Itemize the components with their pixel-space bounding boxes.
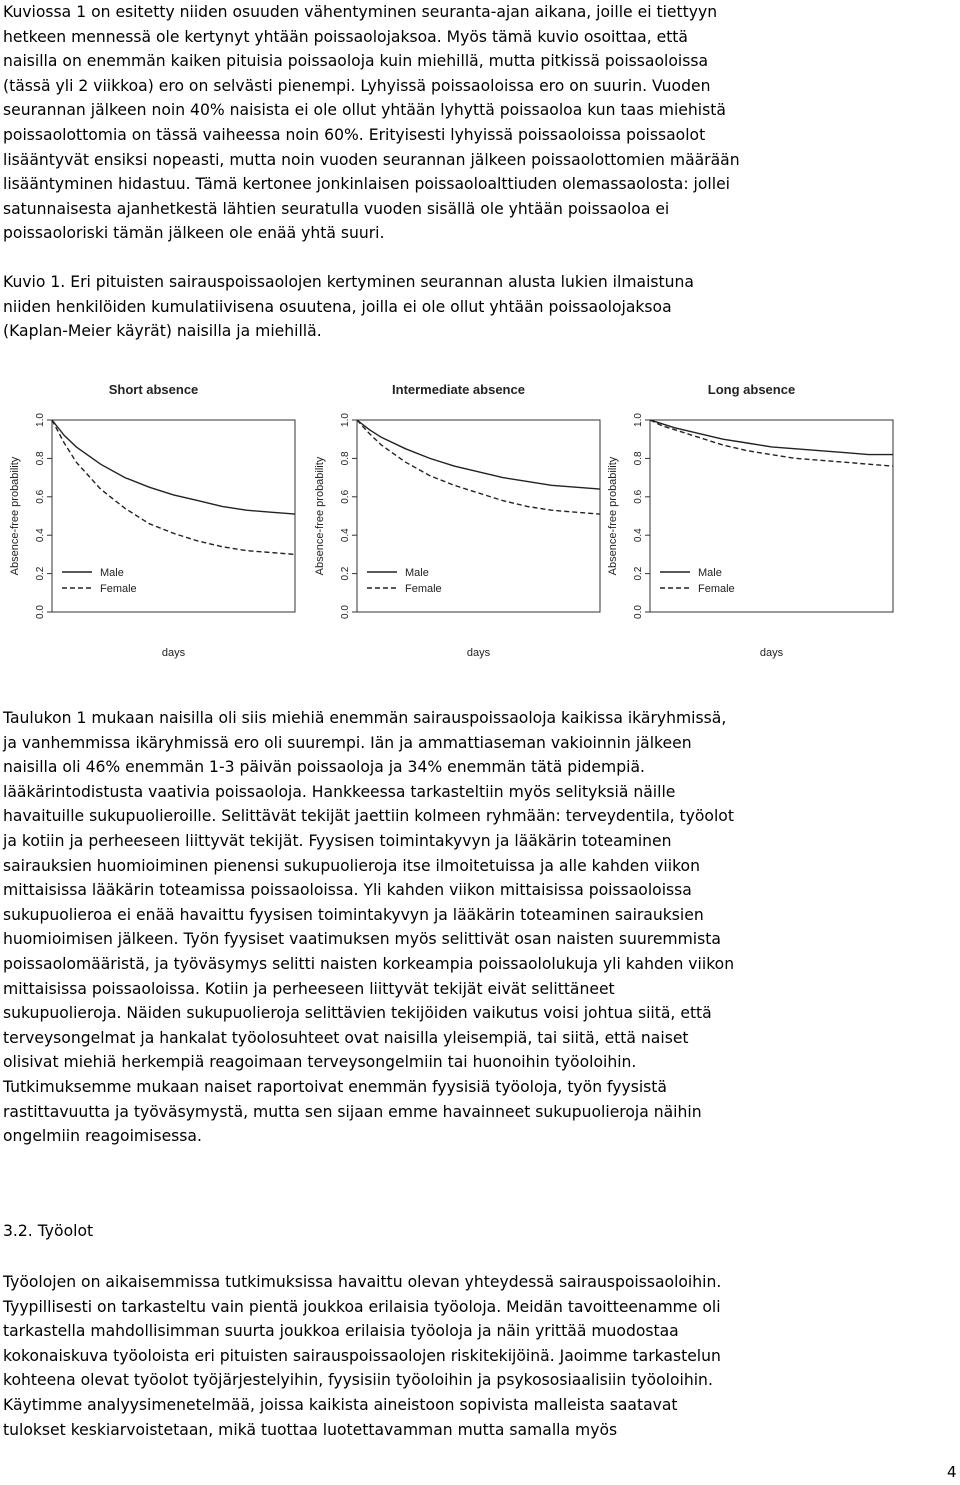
series-line-female — [357, 420, 600, 514]
text-line: Tyypillisesti on tarkasteltu vain pientä joukkoa erilaisia työoloja. Meidän tavoitteenamme oli — [3, 1297, 721, 1316]
figure-caption — [3, 270, 958, 344]
y-tick-label: 0.2 — [633, 566, 644, 581]
plot-frame — [52, 420, 295, 612]
chart-title: Long absence — [707, 382, 796, 397]
legend-label: Female — [100, 583, 137, 595]
y-axis-label: Absence-free probability — [9, 456, 21, 576]
text-line: poissaolomääristä, ja työväsymys selitti naisten korkeampia poissaololukuja yli kahden viikon — [3, 954, 735, 973]
text-line: Työolojen on aikaisemmissa tutkimuksissa havaittu olevan yhteydessä sairauspoissaoloihin. — [3, 1273, 722, 1291]
page-number: 4 — [947, 1463, 957, 1481]
text-line: tarkastella mahdollisimman suurta joukkoa erilaisia työoloja ja näin yrittää muodostaa — [3, 1322, 679, 1341]
paragraph-table1 — [3, 706, 958, 1149]
text-line: kokonaiskuva työoloista eri pituisten sairauspoissaolojen riskitekijöinä. Jaoimme tarkastelun — [3, 1346, 721, 1365]
text-line: sairauksien huomioiminen pienensi sukupuolieroja itse ilmoitetuissa ja alle kahden viikon — [3, 856, 700, 875]
y-tick-label: 0.4 — [340, 528, 351, 543]
text-line: havaituille sukupuolieroille. Selittävät tekijät jaettiin kolmeen ryhmään: terveydentila, työolot — [3, 807, 734, 826]
y-tick-label: 0.4 — [633, 528, 644, 543]
series-line-male — [357, 420, 600, 489]
y-tick-label: 0.2 — [340, 566, 351, 581]
y-tick-label: 0.6 — [633, 489, 644, 504]
y-tick-label: 0.0 — [35, 605, 46, 619]
series-line-female — [650, 420, 893, 466]
text-line: (Kaplan-Meier käyrät) naisilla ja miehillä. — [3, 322, 322, 341]
y-tick-label: 0.2 — [35, 566, 46, 581]
text-line: sukupuolieroa ei enää havaittu fyysisen toimintakyvyn ja lääkärin toteaminen sairauksien — [3, 905, 704, 924]
text-line: olisivat miehiä herkempiä reagoimaan terveysongelmiin tai huonoihin työoloihin. — [3, 1053, 637, 1072]
legend-label: Male — [100, 567, 124, 579]
x-axis-label: days — [161, 647, 186, 659]
text-line: sukupuolieroja. Näiden sukupuolieroja selittävien tekijöiden vaikutus voisi johtua siitä, että — [3, 1004, 712, 1023]
text-line: seurannan jälkeen noin 40% naisista ei ole ollut yhtään lyhyttä poissaoloa kun taas miehistä — [3, 101, 726, 120]
text-line: lisääntyminen hidastuu. Tämä kertonee jonkinlaisen poissaoloalttiuden olemassaolosta: jollei — [3, 175, 731, 194]
chart-title: Short absence — [108, 382, 199, 397]
y-tick-label: 0.8 — [340, 451, 351, 466]
legend-label: Female — [698, 583, 735, 595]
x-axis-label: days — [759, 647, 784, 659]
y-tick-label: 0.0 — [633, 605, 644, 619]
y-tick-label: 0.8 — [35, 451, 46, 466]
series-line-female — [52, 420, 295, 554]
legend-label: Male — [698, 567, 722, 579]
y-tick-label: 0.6 — [340, 489, 351, 504]
chart-long-absence — [598, 372, 908, 664]
text-line: lääkärintodistusta vaativia poissaoloja. Hankkeessa tarkasteltiin myös selityksiä näille — [3, 782, 676, 801]
legend-label: Female — [405, 583, 442, 595]
paragraph-tyoolot — [3, 1270, 958, 1442]
y-tick-label: 1.0 — [35, 413, 46, 427]
x-axis-label: days — [466, 647, 491, 659]
chart-intermediate-absence — [305, 372, 615, 664]
text-line: ongelmiin reagoimisessa. — [3, 1127, 202, 1146]
text-line: huomioimisen jälkeen. Työn fyysiset vaatimuksen myös selittivät osan naisten suuremmista — [3, 930, 721, 949]
legend-label: Male — [405, 567, 429, 579]
text-line: mittaisissa lääkärin toteamissa poissaoloissa. Yli kahden viikon mittaisissa poissaoloissa — [3, 881, 692, 900]
y-tick-label: 1.0 — [340, 413, 351, 427]
text-line: tulokset keskiarvoistetaan, mikä tuottaa luotettavamman mutta samalla myös — [3, 1420, 618, 1439]
text-line: Taulukon 1 mukaan naisilla oli siis miehiä enemmän sairauspoissaoloja kaikissa ikäryhmissä, — [3, 709, 727, 727]
text-line: poissaolottomia on tässä vaiheessa noin 60%. Erityisesti lyhyissä poissaoloissa poissaolot — [3, 125, 706, 144]
y-tick-label: 1.0 — [633, 413, 644, 427]
text-line: Tutkimuksemme mukaan naiset raportoivat enemmän fyysisiä työoloja, työn fyysistä — [3, 1077, 667, 1096]
text-line: hetkeen mennessä ole kertynyt yhtään poissaolojaksoa. Myös tämä kuvio osoittaa, että — [3, 27, 688, 46]
text-line: terveysongelmat ja hankalat työolosuhteet ovat naisilla yleisempiä, tai siitä, että naiset — [3, 1028, 689, 1047]
text-line: kohteena olevat työolot työjärjestelyihin, fyysisiin työoloihin ja psykososiaalisiin työoloihin. — [3, 1371, 713, 1390]
text-line: Käytimme analyysimenetelmää, joissa kaikista aineistoon sopivista malleista saatavat — [3, 1395, 678, 1414]
text-line: naisilla on enemmän kaiken pituisia poissaoloja kuin miehillä, mutta pitkissä poissaoloissa — [3, 52, 709, 71]
y-tick-label: 0.0 — [340, 605, 351, 619]
y-tick-label: 0.6 — [35, 489, 46, 504]
text-line: satunnaisesta ajanhetkestä lähtien seuratulla vuoden sisällä ole yhtään poissaoloa ei — [3, 199, 670, 218]
chart-svg — [305, 372, 615, 664]
y-axis-label: Absence-free probability — [314, 456, 326, 576]
text-line: ja kotiin ja perheeseen liittyvät tekijät. Fyysisen toimintakyvyn ja lääkärin toteaminen — [3, 831, 672, 850]
text-line: mittaisissa poissaoloissa. Kotiin ja perheeseen liittyvät tekijät eivät selittäneet — [3, 979, 615, 998]
text-line: Kuviossa 1 on esitetty niiden osuuden vähentyminen seuranta-ajan aikana, joille ei tiettyyn — [3, 3, 718, 21]
plot-frame — [357, 420, 600, 612]
y-axis-label: Absence-free probability — [607, 456, 619, 576]
chart-title: Intermediate absence — [392, 382, 525, 397]
series-line-male — [52, 420, 295, 514]
plot-frame — [650, 420, 893, 612]
chart-short-absence — [0, 372, 310, 664]
y-tick-label: 0.4 — [35, 528, 46, 543]
text-line: lisääntyvät ensiksi nopeasti, mutta noin vuoden seurannan jälkeen poissaolottomien määrään — [3, 150, 740, 169]
y-tick-label: 0.8 — [633, 451, 644, 466]
text-line: poissaoloriski tämän jälkeen ole enää yhtä suuri. — [3, 224, 385, 243]
chart-svg — [0, 372, 310, 664]
paragraph-intro — [3, 0, 958, 246]
text-line: rastittavuutta ja työväsymystä, mutta sen sijaan emme havainneet sukupuolieroja näihin — [3, 1102, 702, 1121]
text-line: niiden henkilöiden kumulatiivisena osuutena, joilla ei ole ollut yhtään poissaolojaksoa — [3, 297, 672, 316]
text-line: Kuvio 1. Eri pituisten sairauspoissaolojen kertyminen seurannan alusta lukien ilmaistuna — [3, 273, 694, 291]
chart-svg — [598, 372, 908, 664]
text-line: (tässä yli 2 viikkoa) ero on selvästi pienempi. Lyhyissä poissaoloissa ero on suurin. Vuoden — [3, 76, 711, 95]
section-heading: 3.2. Työolot — [3, 1222, 94, 1240]
text-line: naisilla oli 46% enemmän 1-3 päivän poissaoloja ja 34% enemmän tätä pidempiä. — [3, 758, 645, 777]
series-line-male — [650, 420, 893, 455]
text-line: ja vanhemmissa ikäryhmissä ero oli suurempi. Iän ja ammattiaseman vakioinnin jälkeen — [3, 733, 692, 752]
